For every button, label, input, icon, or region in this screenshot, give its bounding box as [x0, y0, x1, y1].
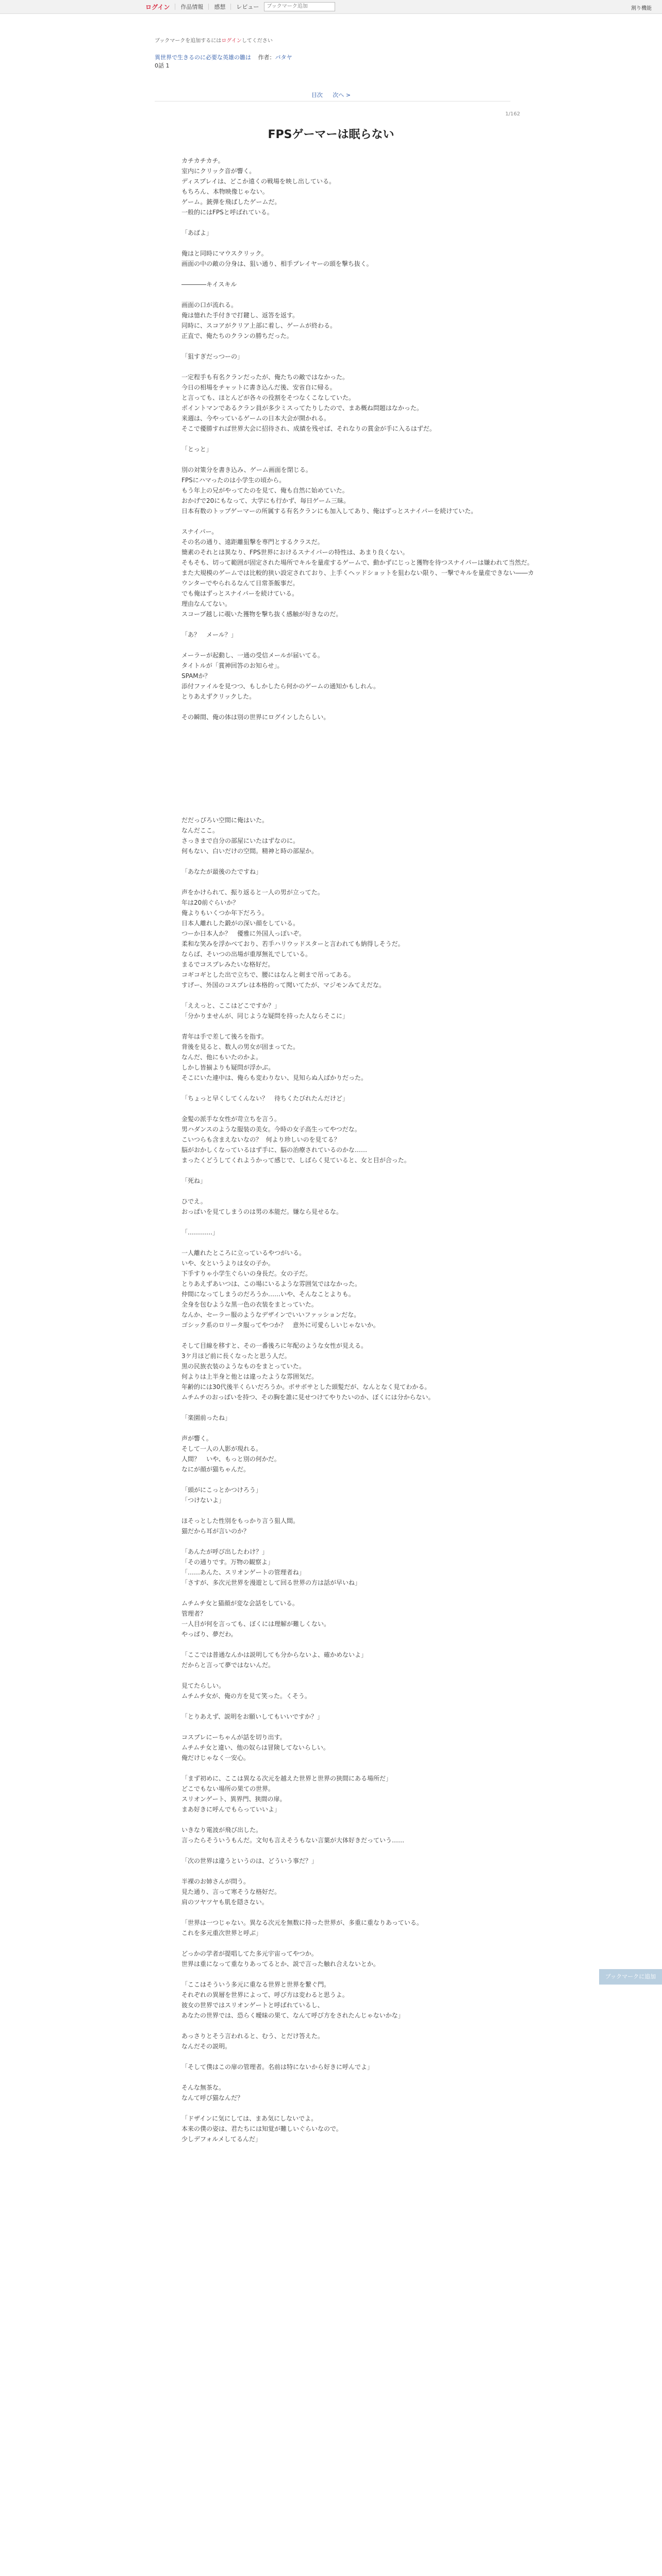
- blank-line: [181, 454, 537, 465]
- body-paragraph: どこでもない場所の果ての世界。: [181, 1785, 275, 1792]
- body-paragraph: なにが顔が猫ちゃんだ。: [181, 1466, 250, 1473]
- body-paragraph: 少しデフォルメしてるんだ」: [181, 2136, 262, 2143]
- body-paragraph: 「次の世界は違うというのは、どういう事だ？」: [181, 1857, 318, 1865]
- blank-line: [181, 1021, 537, 1031]
- body-paragraph: 俺だけじゃなく一安心。: [181, 1754, 250, 1761]
- body-paragraph: 簡素のそれとは異なり、FPS世界におけるスナイパーの特性は、あまり良くない。: [181, 549, 409, 556]
- body-paragraph: 見た通り、言って寒そうな格好だ。: [181, 1888, 281, 1895]
- blank-line: [181, 434, 537, 444]
- body-paragraph: 添付ファイルを見つつ、もしかしたら何かのゲームの通知かもしれん。: [181, 683, 380, 690]
- body-paragraph: やっぱり、夢だわ。: [181, 1631, 237, 1638]
- body-paragraph: 下手すりゃ小学生ぐらいの身長だ。女の子だ。: [181, 1270, 312, 1277]
- body-paragraph: 「死ね」: [181, 1177, 207, 1184]
- body-paragraph: 「ドザインに気にしては、まあ気にしないでよ。: [181, 2115, 318, 2122]
- blank-line: [181, 990, 537, 1001]
- body-paragraph: あっさりとそう言われると、むう、とだけ答えた。: [181, 2032, 324, 2040]
- blank-line: [181, 1186, 537, 1196]
- body-paragraph: そこで優勝すれば世界大会に招待され、成績を残せば、それなりの賞金が手に入るはずだ。: [181, 425, 436, 432]
- body-paragraph: 別の対策分を書き込み、ゲーム画面を閉じる。: [181, 466, 312, 473]
- body-paragraph: つーか日本人か？ 優雅に外国人っぽいぞ。: [181, 930, 305, 937]
- body-paragraph: ディスプレイは、どこか遠くの戦場を映し出している。: [181, 178, 335, 185]
- blank-line: [181, 1639, 537, 1650]
- body-paragraph: 半裸のお姉さんが問う。: [181, 1878, 250, 1885]
- body-paragraph: FPSにハマったのは小学生の頃から。: [181, 477, 286, 484]
- chapter-title: FPSゲーマーは眠らない: [268, 128, 394, 141]
- body-paragraph: ほそっとした性別をもっかり言う狙人間。: [181, 1517, 300, 1524]
- page-number: 1/162: [505, 111, 520, 117]
- episode-label: 0話 1: [155, 62, 170, 69]
- body-paragraph: 世界は重になって重なりあってるとか、説で言った触れ合えないとか。: [181, 1960, 379, 1968]
- body-paragraph: 「ええっと、ここはどこですか？」: [181, 1002, 281, 1009]
- blank-line: [181, 877, 537, 887]
- blank-line: [181, 1217, 537, 1227]
- nav-divider: [208, 4, 209, 10]
- body-paragraph: 日本人離れした鍛がの深い顔をしている。: [181, 920, 300, 927]
- body-paragraph: とりあえずクリックした。: [181, 693, 256, 700]
- body-paragraph: 「……あんた、スリオンゲートの管理者ね」: [181, 1569, 305, 1576]
- body-paragraph: 「あばよ」: [181, 229, 213, 236]
- body-paragraph: 「そして僕はこの扉の管理者。名前は特にないから好きに呼んでよ」: [181, 2063, 374, 2071]
- blank-line: [181, 1330, 537, 1341]
- body-paragraph: ムチムチのおっぱいを持つ、その胸を誰に見せつけてやりたいのか、ぼくには分からない。: [181, 1394, 435, 1401]
- blank-line: [181, 733, 537, 743]
- body-paragraph: そして目線を移すと、その一番後ろに年配のような女性が見える。: [181, 1342, 368, 1349]
- body-paragraph: タイトルが「賞神回答のお知らせ」。: [181, 662, 284, 669]
- blank-line: [181, 743, 537, 753]
- body-paragraph: おっぱいを見てしまうのは男の本能だ。嫌なら見せるな。: [181, 1208, 343, 1215]
- body-paragraph: 来週は、今やっているゲームの日本大会が開かれる。: [181, 415, 330, 422]
- body-paragraph: スコープ越しに覗いた獲物を撃ち抜く感触が好きなのだ。: [181, 611, 342, 618]
- body-paragraph: 管理者？: [181, 1610, 207, 1617]
- body-paragraph: とりあえずあいつは、この場にいるような雰囲気ではなかった。: [181, 1280, 361, 1287]
- blank-line: [181, 1845, 537, 1856]
- body-paragraph: 画面の中の敵の分身は、狙い通り、相手プレイヤーの頭を撃ち抜く。: [181, 260, 373, 267]
- body-paragraph: 青年は手で差して後ろを指す。: [181, 1033, 268, 1040]
- body-paragraph: コスプレにーちゃんが話を切り出す。: [181, 1734, 286, 1741]
- blank-line: [181, 1165, 537, 1176]
- body-paragraph: 言ったらそういうもんだ。文句も言えそうもない言葉が大体好きだっていう……: [181, 1837, 405, 1844]
- blank-line: [181, 1104, 537, 1114]
- body-paragraph: なんか、セーラー服のようなデザインでいいファッションだな。: [181, 1311, 360, 1318]
- blank-line: [181, 217, 537, 228]
- body-paragraph: なんだここ。: [181, 827, 219, 834]
- body-paragraph: ムチムチ女が、俺の方を見て笑った。くそう。: [181, 1692, 311, 1700]
- body-paragraph: そして一人の人影が現れる。: [181, 1445, 262, 1452]
- body-paragraph: 俺よりもいくつか年下だろう。: [181, 909, 269, 917]
- body-paragraph: 金髪の派手な女性が苛立ちを言う。: [181, 1115, 281, 1123]
- body-paragraph: 年は20前ぐらいか？: [181, 899, 239, 906]
- body-paragraph: そもそも、切って範囲が固定された場所でキルを量産するゲームで、動かずにじっと獲物を待つスナイパーは嫌われて当然だ。: [181, 559, 534, 566]
- novel-body: [181, 156, 537, 2144]
- body-paragraph: 「あなたが最後のたですね」: [181, 868, 262, 875]
- body-paragraph: ――――キイスキル: [181, 281, 237, 288]
- body-paragraph: と言っても、ほとんどが各々の役割をそつなくこなしていた。: [181, 394, 355, 401]
- body-paragraph: 同時に、スコアがクリア上部に着し、ゲームが終わる。: [181, 322, 337, 329]
- body-paragraph: まあ好きに呼んでもらっていいよ」: [181, 1806, 281, 1813]
- blank-line: [181, 1969, 537, 1979]
- blank-line: [181, 1423, 537, 1433]
- body-paragraph: 本来の僕の姿は、君たちには知覚が難しいぐらいなので。: [181, 2125, 342, 2132]
- body-paragraph: 一人目が何を言っても、ぼくには理解が難しくない。: [181, 1620, 330, 1628]
- blank-line: [181, 702, 537, 712]
- blank-line: [181, 1763, 537, 1773]
- body-paragraph: 「楽園前ったね」: [181, 1414, 231, 1421]
- top-nav: [145, 0, 335, 13]
- blank-line: [181, 290, 537, 300]
- nav-impressions[interactable]: 感想: [214, 4, 226, 10]
- blank-line: [181, 1238, 537, 1248]
- nav-work-info[interactable]: 作品情報: [180, 4, 204, 10]
- body-paragraph: 彼女の世界ではスリオンゲートと呼ばれているし、: [181, 2002, 324, 2009]
- body-paragraph: ゴシック系のロリータ服ってやつか？ 意外に可愛らしいじゃないか。: [181, 1321, 379, 1329]
- body-paragraph: いきなり電波が飛び出した。: [181, 1826, 262, 1834]
- blank-line: [181, 1536, 537, 1547]
- bookmark-side-tab[interactable]: ブックマークに追加: [599, 1969, 662, 1985]
- blank-line: [181, 1722, 537, 1732]
- blank-line: [181, 1938, 537, 1948]
- body-paragraph: おかげで20にもなって、大学にも行かず、毎日ゲーム三昧。: [181, 497, 350, 504]
- body-paragraph: 俺は憶れた手付きで打鍵し、返答を返す。: [181, 312, 299, 319]
- top-right-link[interactable]: 割り機能: [631, 6, 652, 11]
- blank-line: [181, 1701, 537, 1711]
- blank-line: [181, 784, 537, 794]
- blank-line: [181, 753, 537, 764]
- body-paragraph: 「頭がにこっとかつけろう」: [181, 1486, 262, 1494]
- body-paragraph: 「ちょっと早くしてくんない？ 待ちくたびれたんだけど」: [181, 1095, 349, 1102]
- blank-line: [181, 1402, 537, 1413]
- body-paragraph: 「狙すぎだっつーの」: [181, 353, 244, 360]
- nav-divider: [230, 4, 231, 10]
- body-paragraph: メーラーが起動し、一通の受信メールが届いてる。: [181, 652, 324, 659]
- blank-line: [181, 619, 537, 630]
- body-paragraph: 「ここはそういう多元に重なる世界と世界を繋ぐ門。: [181, 1981, 330, 1988]
- body-paragraph: 何もない、白いだけの空間。精神と時の部屋か。: [181, 848, 318, 855]
- next-link[interactable]: 次へ >: [333, 92, 351, 98]
- body-paragraph: 全身を包むような黒一色の衣装をまとっていた。: [181, 1301, 318, 1308]
- login-notice: [155, 36, 273, 44]
- body-paragraph: だだっぴろい空間に俺はいた。: [181, 817, 269, 824]
- body-paragraph: 仲間になってしまうのだろうか……いや、そんなことよりも。: [181, 1291, 355, 1298]
- body-paragraph: カチカチカチ。: [181, 157, 224, 164]
- blank-line: [181, 362, 537, 372]
- body-paragraph: 声が響く。: [181, 1435, 212, 1442]
- body-paragraph: 肩のツヤツヤも肌を隠さない。: [181, 1899, 268, 1906]
- login-link[interactable]: ログイン: [145, 3, 170, 11]
- body-paragraph: まるでコスプレみたいな格好だ。: [181, 961, 274, 968]
- body-paragraph: なんだ、他にもいたのかよ。: [181, 1054, 262, 1061]
- body-paragraph: ムチムチ女と猫顔が変な会話をしている。: [181, 1600, 299, 1607]
- author-label: 作者：: [258, 54, 275, 61]
- body-paragraph: まったくどうしてくれようかって感じで、しばらく見ていると、女と目が合った。: [181, 1157, 410, 1164]
- body-paragraph: もちろん、本物映像じゃない。: [181, 188, 269, 195]
- pager: [0, 91, 662, 99]
- body-paragraph: スナイパー。: [181, 528, 218, 535]
- body-paragraph: さっきまで自分の部屋にいたはずなのに。: [181, 837, 300, 844]
- blank-line: [181, 2021, 537, 2031]
- notice-suffix: してください: [241, 38, 273, 44]
- body-paragraph: そんな無茶な。: [181, 2084, 225, 2091]
- body-paragraph: 「とりあえず、説明をお願いしてもいいですか？」: [181, 1713, 324, 1720]
- blank-line: [181, 2072, 537, 2082]
- body-paragraph: 人間？ いや、もっと別の何かだ。: [181, 1455, 280, 1463]
- toc-link[interactable]: 目次: [311, 92, 323, 98]
- blank-line: [181, 1907, 537, 1918]
- blank-line: [181, 764, 537, 774]
- blank-line: [181, 774, 537, 784]
- blank-line: [181, 516, 537, 527]
- blank-line: [181, 856, 537, 867]
- body-paragraph: 「あんたが呼び出したわけ？」: [181, 1548, 269, 1555]
- body-paragraph: その瞬間、俺の体は別の世界にログインしたらしい。: [181, 714, 330, 721]
- body-paragraph: ゲーム。銃弾を飛ばしたゲームだ。: [181, 198, 281, 206]
- body-paragraph: その名の通り、遠距離狙撃を専門とするクラスだ。: [181, 538, 324, 546]
- nav-reviews[interactable]: レビュー: [236, 4, 259, 10]
- blank-line: [181, 1815, 537, 1825]
- blank-line: [181, 238, 537, 248]
- body-paragraph: 「分かりませんが、同じような疑問を持った人ならそこに」: [181, 1012, 349, 1020]
- body-paragraph: 背後を見ると、数人の男女が固まってた。: [181, 1043, 300, 1050]
- work-meta: [155, 54, 361, 70]
- body-paragraph: 日本有数のトップゲーマーの所属する有名クランにも加入してあり、俺はずっとスナイパーを続けていた。: [181, 507, 477, 515]
- blank-line: [181, 341, 537, 351]
- body-paragraph: そこにいた連中は、俺らも変わりない、見知らぬ人ばかりだった。: [181, 1074, 368, 1081]
- notice-prefix: ブックマークを追加するには: [155, 38, 222, 44]
- body-paragraph: また大規模のゲームでは比較的狭い設定されており、上手くヘッドショットを狙わない限り、一撃でキルを量産できない――カウンターでやられるなんて日常茶飯事だ。: [181, 569, 534, 587]
- body-paragraph: 室内にクリック音が響く。: [181, 167, 256, 175]
- body-paragraph: スリオンゲート、異界門、狭間の扉。: [181, 1795, 286, 1803]
- blank-line: [181, 794, 537, 805]
- body-paragraph: だからと言って夢ではないんだ。: [181, 1662, 275, 1669]
- body-paragraph: 「とっと」: [181, 446, 212, 453]
- body-paragraph: 「…………」: [181, 1229, 219, 1236]
- body-paragraph: 画面の口が流れる。: [181, 301, 238, 309]
- body-paragraph: 「ここでは普通なんかは説明しても分からないよ、確かめないよ」: [181, 1651, 368, 1658]
- body-paragraph: 何よりは上半身と他とは違ったような雰囲気だ。: [181, 1373, 318, 1380]
- blank-line: [181, 1866, 537, 1876]
- body-paragraph: なんだその説明。: [181, 2043, 231, 2050]
- work-title-link[interactable]: 異世界で生きるのに必要な英雄の雛は: [155, 54, 251, 61]
- body-paragraph: 「つけないよ」: [181, 1497, 225, 1504]
- notice-login-link[interactable]: ログイン: [221, 38, 242, 44]
- bookmark-search-input[interactable]: [264, 2, 335, 11]
- blank-line: [181, 805, 537, 815]
- body-paragraph: ならば、そいつの出場が重厚無礼でしている。: [181, 951, 312, 958]
- body-paragraph: どっかの学者が提唱してた多元宇宙ってやつか。: [181, 1950, 318, 1957]
- body-paragraph: SPAMか？: [181, 672, 211, 680]
- body-paragraph: 今日の相場をチャットに書き込んだ後、安省自に帰る。: [181, 384, 336, 391]
- body-paragraph: 見てたらしい。: [181, 1682, 225, 1689]
- body-paragraph: 脳がおかしくなっているはず手に、脳の治療されているのかな……: [181, 1146, 368, 1154]
- body-paragraph: 黒の民族衣装のようなものをまとっていた。: [181, 1363, 305, 1370]
- blank-line: [181, 1670, 537, 1681]
- body-paragraph: 一人離れたところに立っているやつがいる。: [181, 1249, 306, 1257]
- body-paragraph: いや、女というよりは女の子か。: [181, 1260, 274, 1267]
- body-paragraph: こいつらも含まえないなの？ 何より珍しいのを見てる？: [181, 1136, 340, 1143]
- top-bar: [0, 0, 662, 14]
- body-paragraph: ムチムチ女と違い、他の奴らは冒険してないらしい。: [181, 1744, 329, 1751]
- blank-line: [181, 640, 537, 650]
- body-paragraph: コギコギとした出で立ちで、腰にはなんと剣まで吊ってある。: [181, 971, 355, 978]
- body-paragraph: 「世界は一つじゃない。異なる次元を無数に持った世界が、多重に重なりあっている。: [181, 1919, 423, 1926]
- body-paragraph: しかし皆揃よりも疑問が浮かぶ。: [181, 1064, 275, 1071]
- body-paragraph: なんて呼び猫なんだ？: [181, 2094, 244, 2102]
- blank-line: [181, 2103, 537, 2113]
- blank-line: [181, 269, 537, 279]
- body-paragraph: 一定程手も有名クランだったが、俺たちの敵ではなかった。: [181, 374, 349, 381]
- body-paragraph: あなたの世界では、恐らく曖昧の果て、なんて呼び方をされたんじゃないかな」: [181, 2012, 404, 2019]
- body-paragraph: 男ハダンスのような服装の美女。今時の女子高生ってやつだな。: [181, 1126, 361, 1133]
- body-paragraph: もう年上の兄がやってたのを見て、俺も自然に始めていた。: [181, 487, 349, 494]
- body-paragraph: 「あ？ メール？」: [181, 631, 237, 638]
- body-paragraph: 猫だから耳が言いのか？: [181, 1528, 250, 1535]
- body-paragraph: でも俺はずっとスナイパーを続けている。: [181, 590, 298, 597]
- body-paragraph: 「まず初めに、ここは異なる次元を越えた世界と世界の狭間にある場所だ」: [181, 1775, 392, 1782]
- body-paragraph: 「その通りです。万物の観察よ」: [181, 1558, 274, 1566]
- body-paragraph: 柔和な笑みを浮かべており、若手ハリウッドスターと言われても納得しそうだ。: [181, 940, 404, 947]
- body-paragraph: ポイントマンであるクラン員が多少ミスってたりしたので、まあ概ね問題はなかった。: [181, 404, 423, 412]
- body-paragraph: ひでえ。: [181, 1198, 207, 1205]
- blank-line: [181, 1475, 537, 1485]
- body-paragraph: 正直で、俺たちのクランの勝ちだった。: [181, 332, 293, 340]
- blank-line: [181, 1588, 537, 1598]
- author-link[interactable]: パタヤ: [275, 54, 292, 61]
- body-paragraph: 一般的にはFPSと呼ばれている。: [181, 209, 273, 216]
- blank-line: [181, 1505, 537, 1516]
- blank-line: [181, 722, 537, 733]
- body-paragraph: 声をかけられて、振り返ると一人の男が立ってた。: [181, 889, 324, 896]
- body-paragraph: 3ケ月ほど前に長くなったと思う人だ。: [181, 1352, 291, 1360]
- blank-line: [181, 2052, 537, 2062]
- body-paragraph: これを多元重次世界と呼ぶ」: [181, 1929, 262, 1937]
- body-paragraph: 「さすが、多次元世界を漫遊として回る世界の方は話が早いね」: [181, 1579, 361, 1586]
- body-paragraph: 俺はと同時にマウスクリック。: [181, 250, 268, 257]
- blank-line: [181, 1083, 537, 1093]
- body-paragraph: 理由なんてない。: [181, 600, 231, 607]
- body-paragraph: それぞれの異層を世界によって、呼び方は変わると思うよ。: [181, 1991, 349, 1998]
- body-paragraph: 年齢的には30代後半くらいだろうか。ボサボサとした頭髪だが、なんとなく見てわかる。: [181, 1383, 431, 1391]
- body-paragraph: すげー、外国のコスプレは本格的って聞いてたが、マジモンみてえだな。: [181, 981, 386, 989]
